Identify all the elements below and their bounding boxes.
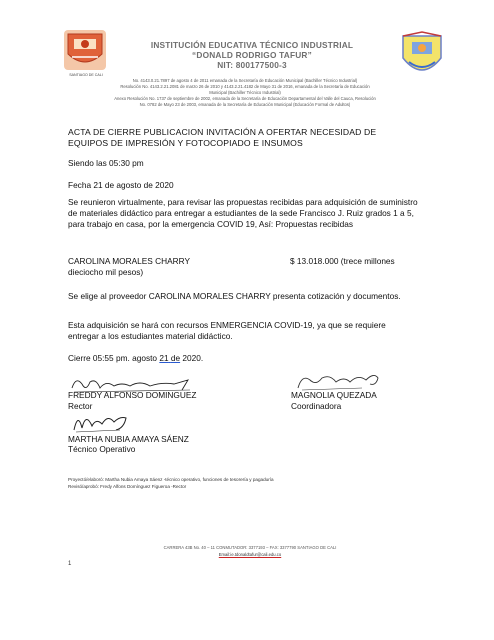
proposal-name: CAROLINA MORALES CHARRY — [68, 256, 191, 266]
resolution-line: Municipal (Bachiller Técnico Industrial) — [209, 90, 281, 95]
institution-logo-right — [400, 30, 444, 82]
closing-line — [68, 353, 418, 364]
document-title: ACTA DE CIERRE PUBLICACION INVITACIÓN A OFERTAR NECESIDAD DE EQUIPOS DE IMPRESIÓN Y FOTOCOPIADO E INSUMOS — [68, 127, 377, 149]
resolution-line: No. 0782 de Mayo 23 de 2003, emanada de la Secretaría de Educación Municipal (Educación Formal de Adultos) — [139, 102, 351, 107]
footer-email-link[interactable]: Email:ie.tdonaldtafur@cali.edu.co — [218, 552, 282, 557]
meeting-date: Fecha 21 de agosto de 2020 — [68, 180, 174, 190]
signer-role: Rector — [68, 401, 93, 411]
left-logo-caption: SANTIAGO DE CALI — [69, 73, 103, 77]
institution-name: INSTITUCIÓN EDUCATIVA TÉCNICO INDUSTRIAL — [150, 40, 354, 50]
footer-projected-by: Proyectó/elaboró: Martha Nubia Amaya Sáenz -técnico operativo, funciones de tesorería y pagaduría — [68, 477, 274, 482]
resolution-line: Anexo Resolución No. 1737 de septiembre de 2002, emanada de la Secretaría de Educación Departamental del Valle del Cauca, Resolución — [114, 96, 376, 101]
institution-logo-left — [64, 30, 106, 70]
proposal-value: $ 13.018.000 (trece millones — [290, 256, 395, 266]
page-number: 1 — [68, 561, 72, 567]
footer-reviewed-by: Revisó/aprobó: Fredy Alfons Domínguez Figueroa -Rector — [68, 484, 187, 489]
signer-role: Técnico Operativo — [68, 444, 136, 454]
signature-tecnico — [70, 408, 130, 436]
resolution-line: Resolución No. 4143.2.21.2081 de marzo 26 de 2010 y 4143.2.21.4182 de Mayo 31 de 2016, emanada de la Secretaría de Educación — [120, 84, 370, 89]
signer-name: FREDDY ALFONSO DOMINGUEZ — [68, 390, 197, 400]
funding-paragraph: Esta adquisición se hará con recursos ENMERGENCIA COVID-19, ya que se requiere entregar a los estudiantes material didáctico. — [68, 320, 386, 342]
signer-name: MAGNOLIA QUEZADA — [291, 390, 377, 400]
closing-prefix: Cierre 05:55 pm. agosto — [68, 353, 160, 363]
proposal-value-words: dieciocho mil pesos) — [68, 267, 144, 277]
meeting-paragraph: Se reunieron virtualmente, para revisar las propuestas recibidas para adquisición de suministro de materiales didáctico para entregar a estudiantes de la sede Francisco J. Ruiz grados 1 a 5, para trabajo en casa, por la emergencia COVID 19, Así: Propuestas recibidas — [68, 197, 418, 230]
institution-nit: NIT: 800177500-3 — [217, 60, 287, 70]
signer-name: MARTHA NUBIA AMAYA SÁENZ — [68, 434, 189, 444]
meeting-time: Siendo las 05:30 pm — [68, 158, 144, 168]
closing-day: 21 — [159, 353, 169, 363]
closing-suffix: 2020. — [180, 353, 204, 363]
footer-address: CARRERA 43B No. 40 – 11 CONMUTADOR: 3377193 – FAX: 3377790 SANTIAGO DE CALI — [163, 545, 337, 550]
resolution-line: No. 4143.0.21.7897 de agosto 4 de 2011 emanada de la Secretaría de Educación Municipal (Bachiller Técnico Industrial) — [132, 78, 358, 83]
signer-role: Coordinadora — [291, 401, 342, 411]
selection-paragraph: Se elige al proveedor CAROLINA MORALES CHARRY presenta cotización y documentos. — [68, 291, 401, 301]
institution-subname: “DONALD RODRIGO TAFUR” — [192, 50, 312, 60]
closing-de: de — [170, 353, 181, 363]
